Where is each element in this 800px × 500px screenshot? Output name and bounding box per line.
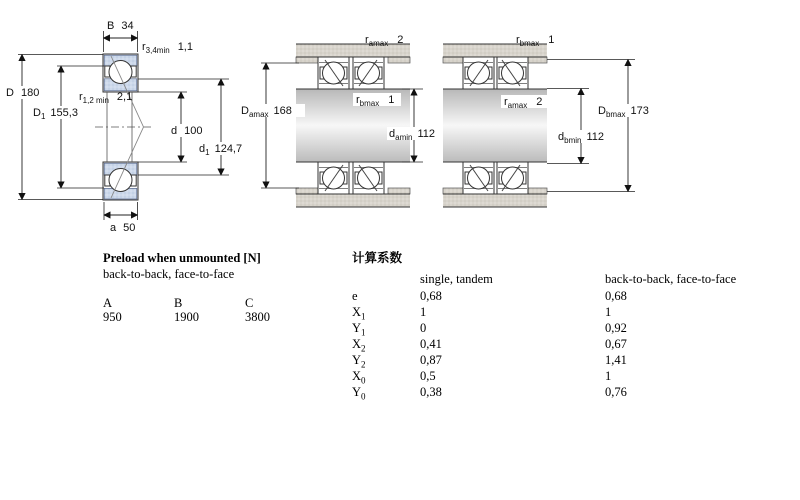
paired-mounting-diagram-b: [443, 34, 664, 207]
factors-title: 计算系数: [352, 251, 403, 265]
preload-col-header: C: [245, 296, 254, 310]
preload-col-header: A: [103, 296, 113, 310]
factor-value-single: 0,41: [420, 337, 442, 351]
dim-label-bore-d: d 100: [171, 125, 203, 137]
dim-label-ramax-mid: $r_{amax}$ 2: [504, 96, 543, 110]
factor-value-paired: 1,41: [605, 353, 627, 367]
factor-symbol: $X_2$: [352, 337, 366, 354]
preload-value: 3800: [245, 310, 270, 324]
dim-label-width-B: B 34: [107, 20, 134, 32]
factor-value-paired: 0,67: [605, 337, 627, 351]
bearing-bottom-half: [103, 162, 138, 200]
dim-label-a: a 50: [110, 222, 136, 234]
preload-value: 950: [103, 310, 122, 324]
dim-label-Dbmax: $D_{bmax}$ 173: [598, 105, 649, 119]
technical-drawings: [0, 0, 800, 245]
factors-col-paired-header: back-to-back, face-to-face: [605, 272, 737, 286]
preload-subtitle: back-to-back, face-to-face: [103, 267, 235, 281]
factor-value-paired: 1: [605, 369, 612, 383]
single-bearing-section-diagram: [4, 20, 251, 234]
calculation-factors-table: [352, 250, 792, 400]
dim-label-D1: $D_1$ 155,3: [33, 107, 78, 121]
paired-mounting-diagram-a: [239, 34, 445, 207]
preload-title: Preload when unmounted [N]: [103, 251, 261, 265]
factor-value-single: 0,5: [420, 369, 436, 383]
dim-label-d1: $d_1$ 124,7: [199, 143, 243, 157]
factor-value-paired: 0,68: [605, 289, 627, 303]
factor-value-paired: 1: [605, 305, 612, 319]
factor-value-single: 0: [420, 321, 427, 335]
preload-col-header: B: [174, 296, 183, 310]
preload-table: [103, 250, 353, 324]
dim-label-ramax-top: $r_{amax}$ 2: [365, 34, 404, 48]
dim-label-r34min: $r_{3,4min}$ 1,1: [142, 41, 193, 55]
dim-label-r12min: $r_{1,2 min}$ 2,1: [79, 91, 133, 105]
factor-value-single: 1: [420, 305, 427, 319]
factor-symbol: $X_1$: [352, 305, 366, 322]
factor-value-single: 0,87: [420, 353, 442, 367]
factors-col-single-header: single, tandem: [420, 272, 493, 286]
dim-label-damin: $d_{amin}$ 112: [389, 128, 436, 142]
dim-label-rbmax-mid: $r_{bmax}$ 1: [356, 94, 395, 108]
factor-symbol: e: [352, 289, 358, 303]
factor-value-paired: 0,92: [605, 321, 627, 335]
preload-value: 1900: [174, 310, 199, 324]
factor-value-single: 0,68: [420, 289, 442, 303]
factor-symbol: $X_0$: [352, 369, 366, 386]
dim-label-rbmax-top: $r_{bmax}$ 1: [516, 34, 555, 48]
factor-symbol: $Y_0$: [352, 385, 366, 402]
factor-symbol: $Y_2$: [352, 353, 366, 370]
factor-value-single: 0,38: [420, 385, 442, 399]
bearing-top-half: [103, 54, 138, 92]
dim-label-Damax: $D_{amax}$ 168: [241, 105, 292, 119]
factor-value-paired: 0,76: [605, 385, 627, 399]
factor-symbol: $Y_1$: [352, 321, 366, 338]
dim-label-outer-diameter-D: D 180: [6, 87, 40, 99]
dim-label-dbmin: $d_{bmin}$ 112: [558, 131, 605, 145]
